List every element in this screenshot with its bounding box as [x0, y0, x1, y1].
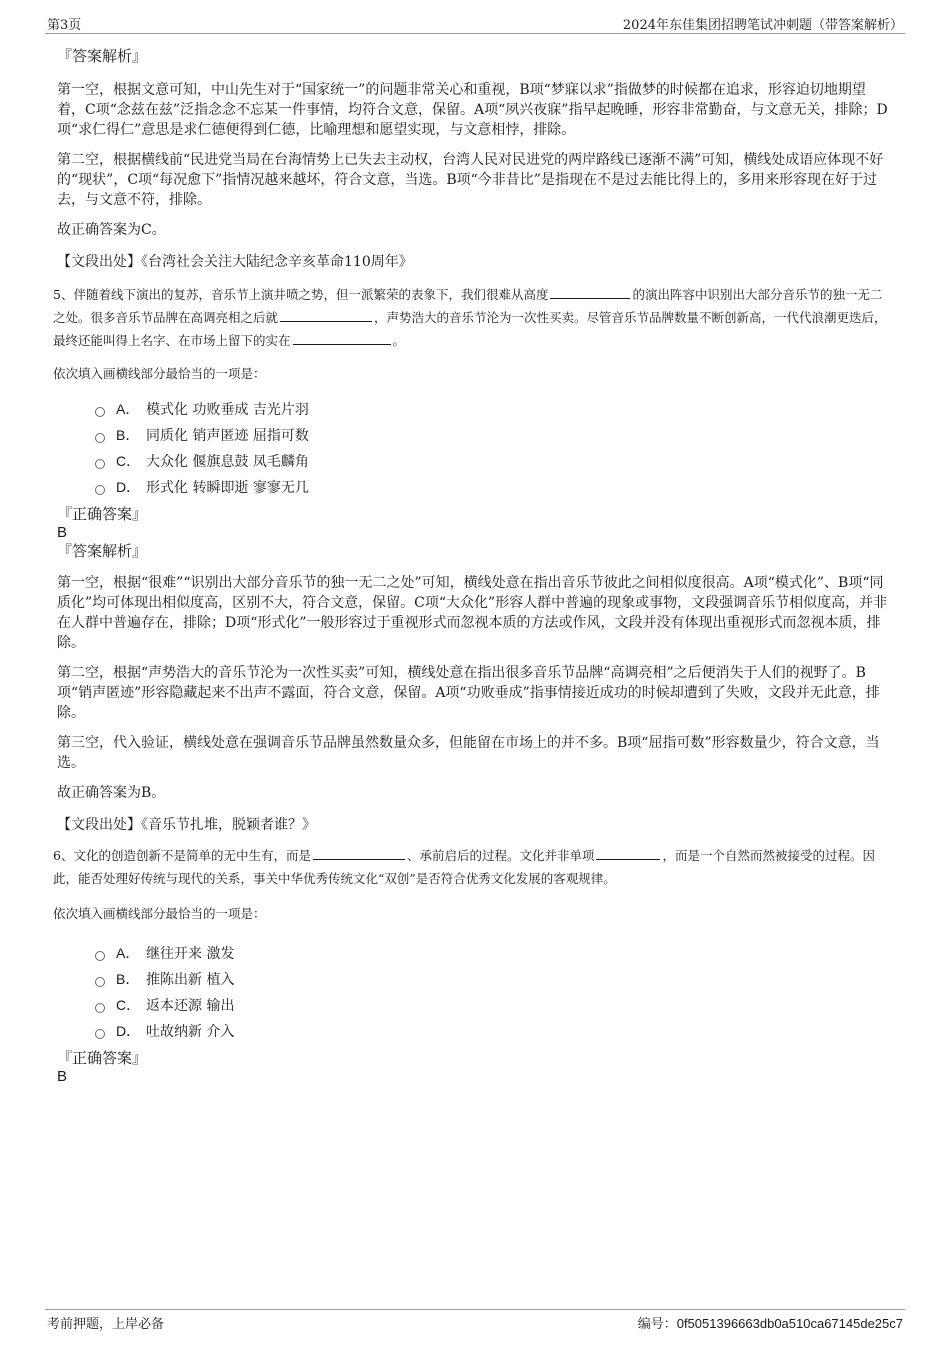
answer-blank: [550, 297, 630, 299]
analysis-paragraph: 第一空，根据文意可知，中山先生对于“国家统一”的问题非常关心和重视，B项“梦寐以求”指做梦的时候都在追求，形容迫切地期望着，C项“念兹在兹”泛指念念不忘某一件事情，均符合文意，保留。A项“夙兴夜寐”指早起晚睡，形容非常勤奋，与文意无关，排除；D项“求仁得仁”意思是求仁德便得到仁德，比喻理想和愿望实现，与文意相悖，排除。: [57, 82, 888, 138]
q5-option-d[interactable]: D． 形式化 转瞬即逝 寥寥无几: [95, 474, 893, 500]
radio-button-icon[interactable]: [95, 433, 105, 443]
correct-answer-label: 『正确答案』: [57, 505, 148, 523]
radio-button-icon[interactable]: [95, 951, 105, 961]
q5-option-c[interactable]: C． 大众化 偃旗息鼓 凤毛麟角: [95, 448, 893, 474]
radio-button-icon[interactable]: [95, 485, 105, 495]
q6-option-d[interactable]: D． 吐故纳新 介入: [95, 1018, 893, 1044]
answer-blank: [313, 858, 405, 860]
document-title: 2024年东佳集团招聘笔试冲刺题（带答案解析）: [622, 18, 903, 33]
source-citation: 【文段出处】《台湾社会关注大陆纪念辛亥革命110周年》: [57, 254, 413, 270]
footer-slogan: 考前押题，上岸必备: [47, 1317, 165, 1332]
radio-button-icon[interactable]: [95, 977, 105, 987]
analysis-paragraph: 第二空，根据“声势浩大的音乐节沦为一次性买卖”可知，横线处意在指出很多音乐节品牌“高调亮相”之后便消失于人们的视野了。B项“销声匿迹”形容隐藏起来不出声不露面，符合文意，保留。A项“功败垂成”指事情接近成功的时候却遭到了失败，文段并无此意，排除。: [57, 665, 880, 721]
document-id: 编号：0f5051396663db0a510ca67145de25c7: [637, 1316, 903, 1332]
analysis-paragraph: 第二空，根据横线前“民进党当局在台海情势上已失去主动权，台湾人民对民进党的两岸路线已逐渐不满”可知，横线处成语应体现不好的“现状”，C项“每况愈下”指情况越来越坏，符合文意，当选。B项“今非昔比”是指现在不是过去能比得上的，多用来形容现在好于过去，与文意不符，排除。: [57, 152, 884, 208]
analysis-label: 『答案解析』: [57, 47, 148, 65]
correct-answer-label: 『正确答案』: [57, 1049, 148, 1067]
analysis-paragraph: 第一空，根据“很难”“识别出大部分音乐节的独一无二之处”可知，横线处意在指出音乐节彼此之间相似度很高。A项“模式化”、B项“同质化”均可体现出相似度高，区别不大，符合文意，保留。C项“大众化”形容人群中普遍的现象或事物，文段强调音乐节相似度高，并非在人群中普遍存在，排除；D项“形式化”一般形容过于重视形式而忽视本质的方法或作风，文段并没有体现出重视形式而忽视本质，排除。: [57, 575, 888, 651]
question-5-text: 5、伴随着线下演出的复苏，音乐节上演井喷之势，但一派繁荣的表象下，我们很难从高度 的演出阵容中识别出大部分音乐节的独一无二之处。很多音乐节品牌在高调亮相之后就 ，声势浩大的音乐节沦为一次性买卖。尽管音乐节品牌数量不断创新高，一代代浪潮更迭后，最终还能叫得上名字、在市场上留下的实在 。: [53, 287, 887, 348]
analysis-paragraph: 第三空，代入验证，横线处意在强调音乐节品牌虽然数量众多，但能留在市场上的并不多。B项“屈指可数”形容数量少，符合文意，当选。: [57, 735, 880, 771]
question-prompt: 依次填入画横线部分最恰当的一项是：: [53, 366, 266, 381]
q6-options: [95, 940, 893, 1044]
answer-conclusion: 故正确答案为B。: [57, 785, 166, 801]
answer-blank: [293, 343, 391, 345]
q5-option-a[interactable]: A． 模式化 功败垂成 吉光片羽: [95, 396, 893, 422]
answer-blank: [596, 858, 660, 860]
source-citation: 【文段出处】《音乐节扎堆，脱颖者谁？》: [57, 817, 316, 833]
q6-option-b[interactable]: B． 推陈出新 植入: [95, 966, 893, 992]
footer-divider: [45, 1309, 905, 1310]
analysis-label: 『答案解析』: [57, 542, 148, 560]
document-body: [53, 46, 893, 1086]
radio-button-icon[interactable]: [95, 459, 105, 469]
answer-conclusion: 故正确答案为C。: [57, 222, 166, 238]
header-divider: [45, 33, 905, 34]
radio-button-icon[interactable]: [95, 1003, 105, 1013]
correct-answer: B: [57, 1068, 68, 1085]
q6-option-c[interactable]: C． 返本还源 输出: [95, 992, 893, 1018]
correct-answer: B: [57, 524, 68, 541]
radio-button-icon[interactable]: [95, 1029, 105, 1039]
question-6-text: 6、文化的创造创新不是简单的无中生有，而是 、承前启后的过程。文化并非单项 ，而是一个自然而然被接受的过程。因此，能否处理好传统与现代的关系，事关中华优秀传统文化“双创”是否符合优秀文化发展的客观规律。: [53, 848, 875, 886]
answer-blank: [280, 320, 372, 322]
q5-options: [95, 396, 893, 500]
q6-option-a[interactable]: A． 继往开来 激发: [95, 940, 893, 966]
q5-option-b[interactable]: B． 同质化 销声匿迹 屈指可数: [95, 422, 893, 448]
page-number: 第3页: [47, 18, 82, 33]
question-prompt: 依次填入画横线部分最恰当的一项是：: [53, 906, 266, 921]
radio-button-icon[interactable]: [95, 407, 105, 417]
